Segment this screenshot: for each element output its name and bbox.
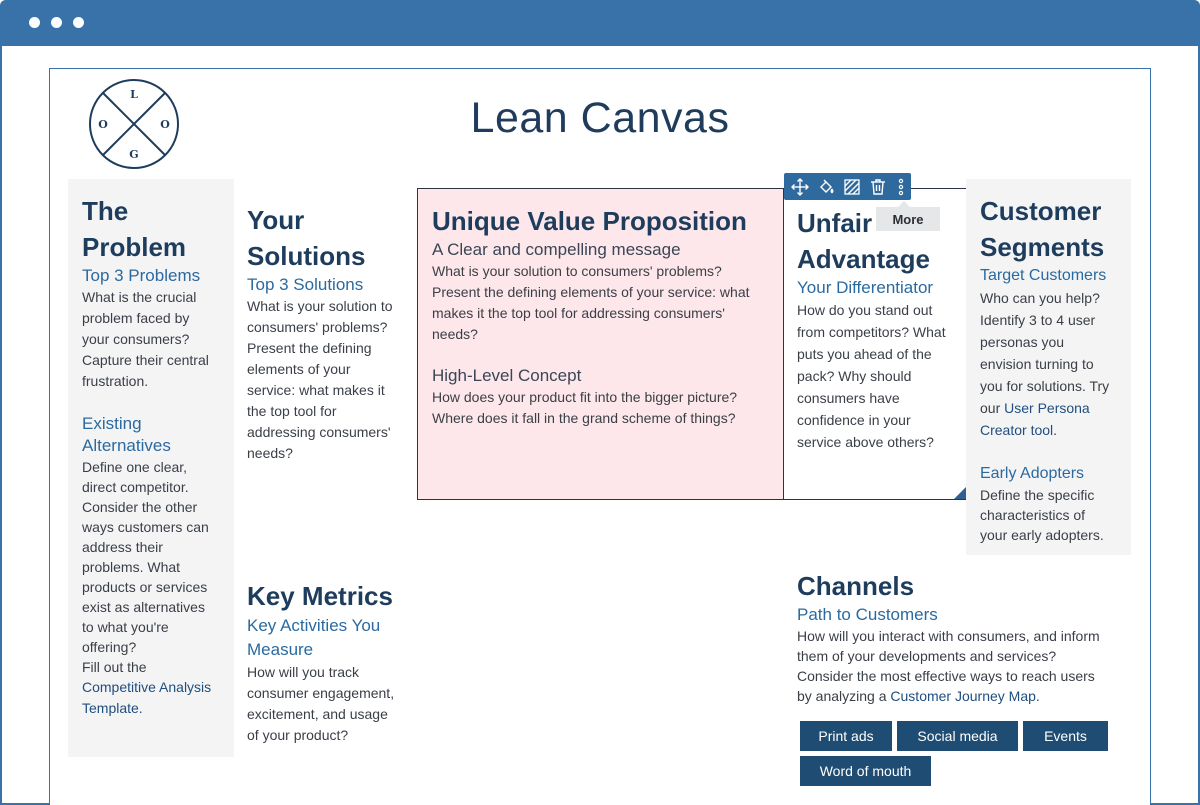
uvp-subtitle: A Clear and compelling message (432, 240, 681, 259)
persona-creator-link[interactable]: Creator tool (980, 422, 1054, 438)
problem-body: What is the crucial problem faced by your consumers? Capture their central frustration. (82, 289, 209, 389)
problem-subtitle: Top 3 Problems (82, 266, 201, 285)
early-adopters-body: Define the specific characteristics of your early adopters. (980, 487, 1104, 543)
unfair-subtitle: Your Differentiator (797, 278, 934, 297)
window-dot-icon[interactable] (51, 17, 62, 28)
unfair-advantage-block[interactable] (783, 188, 967, 500)
uvp-title: Unique Value Proposition (432, 206, 747, 236)
problem-block[interactable] (68, 179, 234, 757)
problem-title: The Problem (82, 196, 187, 262)
channel-tag[interactable]: Events (1023, 721, 1108, 751)
channel-tag[interactable]: Social media (897, 721, 1018, 751)
uvp-body: What is your solution to consumers' problems? Present the defining elements of your service: what makes it the top tool for addressing consumers' needs? (432, 263, 750, 342)
metrics-title: Key Metrics (247, 581, 393, 611)
concept-body: How does your product fit into the bigger picture? Where does it fall in the grand scheme of things? (432, 389, 738, 426)
segments-title: Customer Segments (980, 196, 1105, 262)
segments-block[interactable] (966, 179, 1131, 555)
segments-body: Who can you help? Identify 3 to 4 user personas you envision turning to you for solutions. Try our User Persona Creator tool. (980, 290, 1110, 438)
channels-block[interactable] (797, 568, 1137, 706)
solutions-title: Your Solutions (247, 205, 366, 271)
resize-handle[interactable] (954, 487, 966, 499)
more-vertical-icon[interactable] (891, 173, 911, 200)
customer-journey-map-link[interactable]: Customer Journey Map (890, 688, 1036, 704)
trash-icon[interactable] (865, 173, 891, 200)
channels-subtitle: Path to Customers (797, 605, 938, 624)
user-persona-link[interactable]: User Persona (1004, 400, 1090, 416)
metrics-subtitle: Key Activities You Measure (247, 616, 381, 659)
metrics-block[interactable] (247, 578, 417, 746)
window-dot-icon[interactable] (29, 17, 40, 28)
svg-text:G: G (129, 148, 139, 161)
more-tooltip: More (876, 207, 940, 231)
paint-bucket-icon[interactable] (813, 173, 839, 200)
early-adopters-subtitle: Early Adopters (980, 465, 1085, 482)
competitive-analysis-link[interactable]: Competitive Analysis Template. (82, 679, 212, 716)
svg-text:L: L (130, 88, 138, 101)
window-dot-icon[interactable] (73, 17, 84, 28)
channels-title: Channels (797, 571, 915, 601)
unfair-title: Unfair Advantage (797, 208, 930, 274)
unfair-body: How do you stand out from competitors? What puts you ahead of the pack? Why should consumers have confidence in your service above others? (797, 302, 946, 450)
channel-tag[interactable]: Print ads (800, 721, 892, 751)
metrics-body: How will you track consumer engagement, excitement, and usage of your product? (247, 664, 395, 743)
channels-body: How will you interact with consumers, and inform them of your developments and services? Consider the most effective ways to reach users by analyzing a Customer Journey Map. (797, 628, 1100, 704)
hatch-pattern-icon[interactable] (839, 173, 865, 200)
segments-subtitle: Target Customers (980, 267, 1107, 284)
svg-text:O: O (160, 118, 170, 131)
page-title: Lean Canvas (470, 94, 730, 142)
uvp-block[interactable] (417, 188, 784, 500)
concept-subtitle: High-Level Concept (432, 366, 582, 385)
solutions-block[interactable] (247, 202, 407, 464)
alternatives-subtitle: Existing Alternatives (82, 414, 171, 455)
alternatives-body: Define one clear, direct competitor. Consider the other ways customers can address their problems. What products or services exist as alternatives to what you're offering? Fill out the (82, 459, 209, 675)
window-titlebar (0, 0, 1200, 46)
channel-tag[interactable]: Word of mouth (800, 756, 931, 786)
svg-text:O: O (98, 118, 108, 131)
solutions-body: What is your solution to consumers' problems? Present the defining elements of your service: what makes it the top tool for addressing consumers' needs? (247, 298, 393, 461)
move-icon[interactable] (787, 173, 813, 200)
selection-toolbar (784, 173, 911, 200)
solutions-subtitle: Top 3 Solutions (247, 275, 364, 294)
